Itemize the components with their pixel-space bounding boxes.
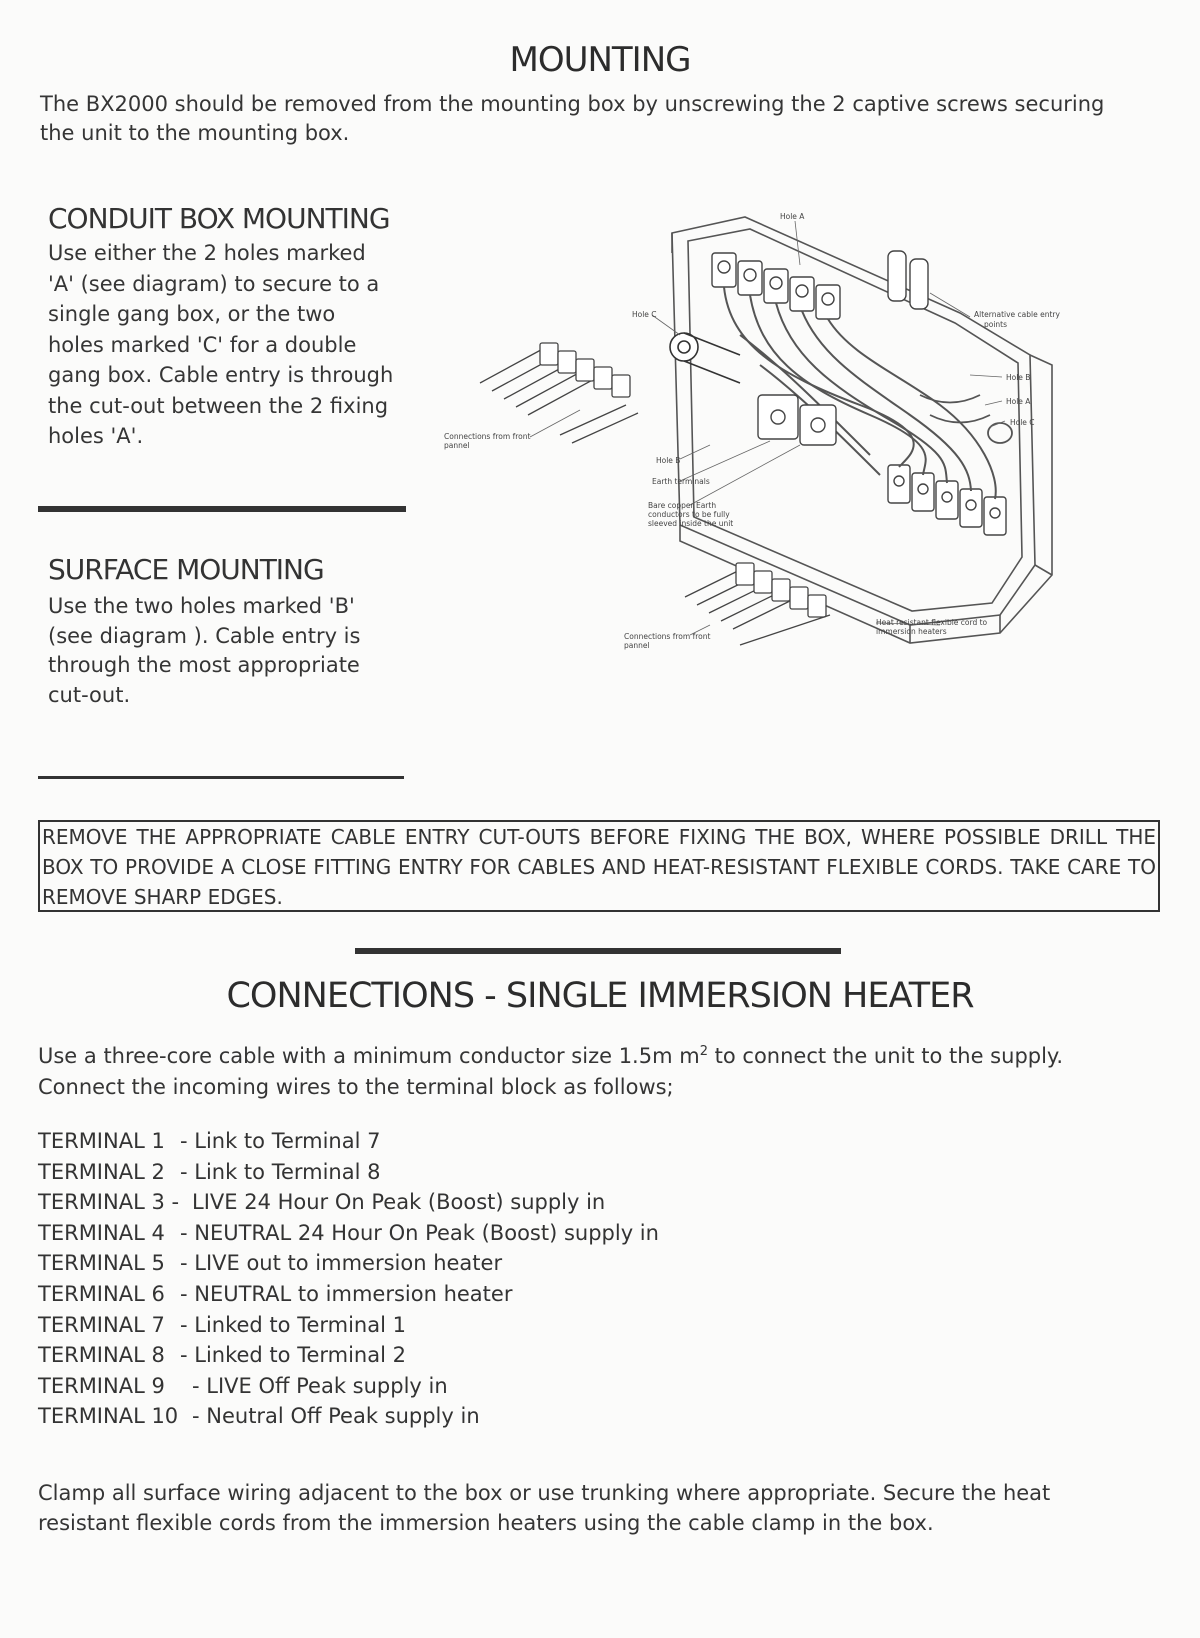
- terminal-desc: - LIVE Off Peak supply in: [192, 1373, 448, 1398]
- terminal-desc: - Neutral Off Peak supply in: [192, 1404, 480, 1429]
- terminal-name: TERMINAL 7: [38, 1312, 165, 1337]
- conduit-line: single gang box, or the two: [48, 302, 336, 326]
- conduit-heading: CONDUIT BOX MOUNTING: [48, 202, 390, 235]
- connections-intro-line-2: Connect the incoming wires to the terminal block as follows;: [38, 1075, 674, 1099]
- divider: [38, 776, 404, 779]
- terminal-name: TERMINAL 10: [38, 1404, 179, 1429]
- terminal-desc: - NEUTRAL to immersion heater: [180, 1281, 513, 1306]
- surface-line: cut-out.: [48, 682, 131, 707]
- divider: [355, 948, 841, 954]
- mounting-intro: [40, 90, 1104, 148]
- label-hole-b-bottom: Hole B: [656, 456, 681, 465]
- alt-entry-posts: [888, 251, 928, 309]
- label-hole-c: Hole C: [632, 310, 657, 319]
- top-terminal-block: [712, 253, 840, 319]
- surface-line: through the most appropriate: [48, 653, 360, 677]
- terminal-desc: - LIVE out to immersion heater: [180, 1251, 503, 1276]
- intro-text-b: to connect the unit to the supply.: [707, 1044, 1064, 1068]
- conduit-line: holes 'A'.: [48, 424, 144, 448]
- terminal-name: TERMINAL 2: [38, 1159, 165, 1184]
- mounting-intro-line-2: the unit to the mounting box.: [40, 121, 350, 145]
- conduit-text: [48, 238, 393, 452]
- terminal-row: [38, 1187, 659, 1218]
- surface-text: [48, 592, 360, 710]
- conduit-line: holes marked 'C' for a double: [48, 332, 357, 357]
- terminal-desc: LIVE 24 Hour On Peak (Boost) supply in: [192, 1190, 606, 1215]
- label-conn-front-1: Connections from front: [444, 432, 531, 441]
- cable-entry-tube: [670, 333, 740, 383]
- label-earth-terminals: Earth terminals: [652, 477, 710, 486]
- intro-text-a: Use a three-core cable with a minimum conductor size 1.5m m: [38, 1044, 700, 1068]
- connections-intro: [38, 1036, 1063, 1103]
- terminal-name: TERMINAL 1: [38, 1129, 165, 1153]
- terminal-desc: - Link to Terminal 8: [180, 1159, 381, 1184]
- mounting-title: MOUNTING: [509, 40, 691, 80]
- terminal-row: [38, 1371, 659, 1402]
- mounting-box-diagram: [440, 205, 1100, 695]
- surface-heading: SURFACE MOUNTING: [48, 553, 324, 586]
- divider: [38, 506, 406, 512]
- footer-line-2: resistant flexible cords from the immersion heaters using the cable clamp in the box.: [38, 1511, 934, 1535]
- mounting-intro-line-1: The BX2000 should be removed from the mounting box by unscrewing the 2 captive screws securing: [40, 92, 1105, 116]
- label-bare-copper-3: sleeved inside the unit: [648, 519, 734, 528]
- warning-notice: REMOVE THE APPROPRIATE CABLE ENTRY CUT-OUTS BEFORE FIXING THE BOX, WHERE POSSIBLE DRILL THE BOX TO PROVIDE A CLOSE FITTING ENTRY FOR CABLES AND HEAT-RESISTANT FLEXIBLE CORDS. TAKE CARE TO REMOVE SHARP EDGES.: [38, 820, 1160, 912]
- intro-superscript: 2: [699, 1044, 708, 1059]
- label-alt-entry-2: points: [984, 320, 1008, 329]
- terminal-name: TERMINAL 3 -: [38, 1190, 180, 1215]
- conduit-line: gang box. Cable entry is through: [48, 363, 394, 387]
- connections-footer: [38, 1478, 1050, 1538]
- terminal-row: [38, 1310, 659, 1341]
- terminal-name: TERMINAL 9: [38, 1373, 165, 1398]
- terminal-row: [38, 1126, 659, 1157]
- terminal-row: [38, 1218, 659, 1249]
- terminal-name: TERMINAL 4: [38, 1220, 165, 1245]
- terminal-desc: - Linked to Terminal 1: [180, 1312, 406, 1337]
- label-hole-c-right: Hole C: [1010, 418, 1035, 427]
- terminal-name: TERMINAL 6: [38, 1281, 165, 1306]
- terminal-row: [38, 1157, 659, 1188]
- label-heat-cord-1: Heat resistant flexible cord to: [876, 618, 988, 627]
- connections-title: CONNECTIONS - SINGLE IMMERSION HEATER: [226, 976, 974, 1016]
- surface-line: (see diagram ). Cable entry is: [48, 623, 361, 648]
- label-conn-front-b-1: Connections from front: [624, 632, 711, 641]
- terminal-desc: - NEUTRAL 24 Hour On Peak (Boost) supply in: [180, 1220, 659, 1245]
- conduit-line: 'A' (see diagram) to secure to a: [48, 271, 380, 296]
- label-hole-a: Hole A: [780, 212, 805, 221]
- terminal-name: TERMINAL 5: [38, 1251, 165, 1276]
- terminal-list: [38, 1126, 659, 1432]
- label-conn-front-b-2: pannel: [624, 641, 650, 650]
- terminal-row: [38, 1340, 659, 1371]
- label-conn-front-2: pannel: [444, 441, 470, 450]
- internal-wiring: [724, 287, 996, 499]
- label-heat-cord-2: immersion heaters: [876, 627, 947, 636]
- label-alt-entry-1: Alternative cable entry: [974, 310, 1060, 319]
- surface-line: Use the two holes marked 'B': [48, 594, 355, 618]
- connections-intro-line-1: [38, 1036, 1063, 1072]
- terminal-row: [38, 1401, 659, 1432]
- conduit-line: the cut-out between the 2 fixing: [48, 393, 389, 418]
- label-bare-copper-2: conductors to be fully: [648, 510, 730, 519]
- earth-terminals: [758, 395, 836, 445]
- footer-line-1: Clamp all surface wiring adjacent to the box or use trunking where appropriate. Secure the heat: [38, 1481, 1051, 1505]
- terminal-row: [38, 1248, 659, 1279]
- label-bare-copper-1: Bare copper Earth: [648, 501, 717, 510]
- label-hole-b-right: Hole B: [1006, 373, 1031, 382]
- label-hole-a-right: Hole A: [1006, 397, 1031, 406]
- front-panel-connectors-top: [480, 343, 638, 443]
- terminal-row: [38, 1279, 659, 1310]
- terminal-desc: - Link to Terminal 7: [180, 1129, 381, 1153]
- terminal-name: TERMINAL 8: [38, 1343, 165, 1368]
- conduit-line: Use either the 2 holes marked: [48, 241, 366, 265]
- terminal-desc: - Linked to Terminal 2: [180, 1343, 406, 1368]
